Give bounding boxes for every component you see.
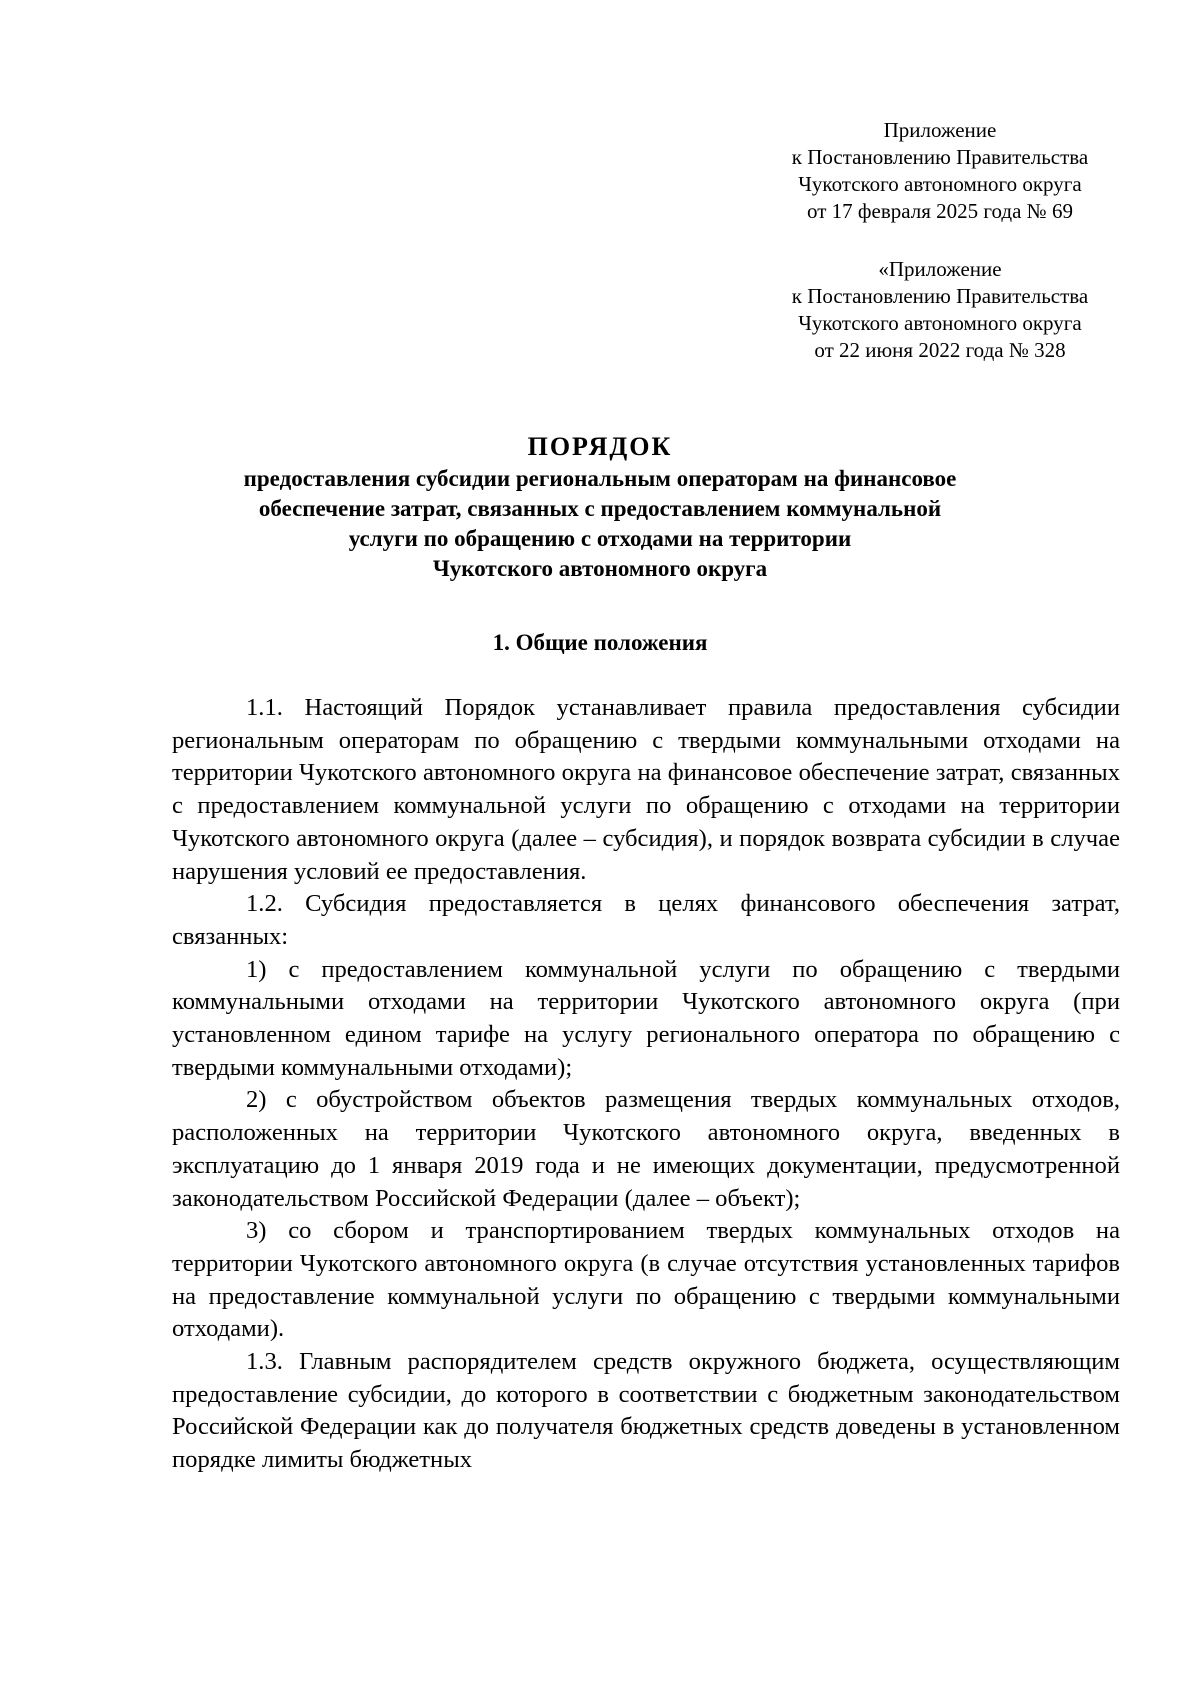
document-heading (100, 432, 1100, 584)
paragraph-1-2: 1.2. Субсидия предоставляется в целях финансового обеспечения затрат, связанных: (172, 890, 1120, 950)
appendix-line: к Постановлению Правительства (791, 145, 1089, 169)
document-subtitle-line: предоставления субсидии региональным операторам на финансовое (243, 466, 957, 491)
list-item-1: 1) с предоставлением коммунальной услуги по обращению с твердыми коммунальными отходами на территории Чукотского автономного округа (при установленном едином тарифе на услугу регионального оператора по обращению с твердыми коммунальными отходами); (172, 955, 1120, 1081)
list-item-3: 3) со сбором и транспортированием твердых коммунальных отходов на территории Чукотского автономного округа (в случае отсутствия установленных тарифов на предоставление коммунальной услуги по обращению с твердыми коммунальными отходами). (172, 1217, 1120, 1343)
document-subtitle-line: услуги по обращению с отходами на территории (348, 526, 852, 551)
appendix-reference-original (760, 256, 1120, 364)
appendix-line: Чукотского автономного округа (798, 311, 1082, 335)
appendix-line: от 22 июня 2022 года № 328 (814, 338, 1066, 362)
appendix-line: от 17 февраля 2025 года № 69 (807, 199, 1073, 223)
list-item-2: 2) с обустройством объектов размещения твердых коммунальных отходов, расположенных на территории Чукотского автономного округа, введенных в эксплуатацию до 1 января 2019 года и не имеющих документации, предусмотренной законодательством Российской Федерации (далее – объект); (172, 1086, 1120, 1212)
document-subtitle-line: Чукотского автономного округа (432, 556, 768, 581)
document-subtitle-line: обеспечение затрат, связанных с предоставлением коммунальной (258, 496, 942, 521)
paragraph-1-3: 1.3. Главным распорядителем средств окружного бюджета, осуществляющим предоставление субсидии, до которого в соответствии с бюджетным законодательством Российской Федерации как до получателя бюджетных средств доведены в установленном порядке лимиты бюджетных (172, 1348, 1120, 1474)
document-body (172, 692, 1120, 1477)
appendix-line: Чукотского автономного округа (798, 172, 1082, 196)
appendix-line: «Приложение (878, 257, 1002, 281)
appendix-line: Приложение (883, 118, 997, 142)
document-title: ПОРЯДОК (527, 432, 673, 461)
appendix-line: к Постановлению Правительства (791, 284, 1089, 308)
paragraph-1-1: 1.1. Настоящий Порядок устанавливает правила предоставления субсидии региональным операторам по обращению с твердыми коммунальными отходами на территории Чукотского автономного округа на финансовое обеспечение затрат, связанных с предоставлением коммунальной услуги по обращению с отходами на территории Чукотского автономного округа (далее – субсидия), и порядок возврата субсидии в случае нарушения условий ее предоставления. (172, 694, 1120, 885)
appendix-reference-current (760, 117, 1120, 225)
section-title: 1. Общие положения (492, 630, 708, 655)
